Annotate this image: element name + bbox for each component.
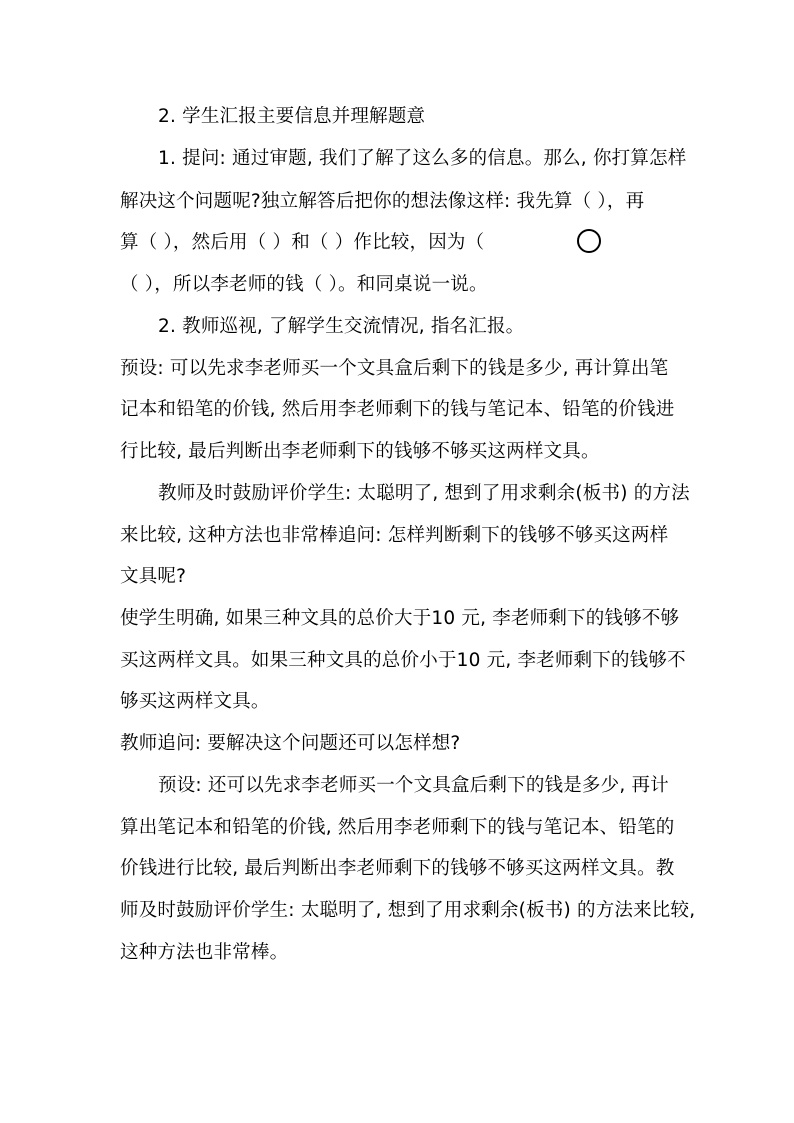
paragraph-line: 来比较, 这种方法也非常棒追问: 怎样判断剩下的钱够不够买这两样: [120, 525, 669, 546]
paragraph-line: 师及时鼓励评价学生: 太聪明了, 想到了用求剩余(板书) 的方法来比较,: [120, 900, 696, 921]
paragraph-line: 预设: 还可以先求李老师买一个文具盒后剩下的钱是多少, 再计: [158, 775, 669, 796]
paragraph-line: 教师及时鼓励评价学生: 太聪明了, 想到了用求剩余(板书) 的方法: [158, 483, 690, 504]
heading-student-report: 2. 学生汇报主要信息并理解题意: [158, 106, 426, 127]
paragraph-line: （ ），所以李老师的钱（ ）。和同桌说一说。: [120, 274, 488, 295]
paragraph-line: 2. 教师巡视, 了解学生交流情况, 指名汇报。: [158, 316, 525, 337]
paragraph-line: 解决这个问题呢?独立解答后把你的想法像这样: 我先算（ ），再: [120, 191, 645, 212]
paragraph-line: 够买这两样文具。: [120, 691, 270, 712]
paragraph-line: 买这两样文具。如果三种文具的总价小于10 元, 李老师剩下的钱够不: [120, 650, 686, 671]
paragraph-line: 算出笔记本和铅笔的价钱, 然后用李老师剩下的钱与笔记本、铅笔的: [120, 817, 675, 838]
circle-symbol: [577, 229, 601, 253]
paragraph-line: 使学生明确, 如果三种文具的总价大于10 元, 李老师剩下的钱够不够: [120, 608, 680, 629]
paragraph-line: 1. 提问: 通过审题, 我们了解了这么多的信息。那么, 你打算怎样: [158, 148, 687, 169]
paragraph-line: 教师追问: 要解决这个问题还可以怎样想?: [120, 733, 461, 754]
paragraph-line: 价钱进行比较, 最后判断出李老师剩下的钱够不够买这两样文具。教: [120, 858, 675, 879]
paragraph-line: 预设: 可以先求李老师买一个文具盒后剩下的钱是多少, 再计算出笔: [120, 358, 669, 379]
paragraph-line: 记本和铅笔的价钱, 然后用李老师剩下的钱与笔记本、铅笔的价钱进: [120, 399, 675, 420]
paragraph-line: 这种方法也非常棒。: [120, 942, 289, 963]
paragraph-line: 算（ ），然后用（ ）和（ ）作比较，因为（: [120, 232, 485, 253]
paragraph-line: 行比较, 最后判断出李老师剩下的钱够不够买这两样文具。: [120, 441, 600, 462]
paragraph-line: 文具呢?: [120, 566, 187, 587]
